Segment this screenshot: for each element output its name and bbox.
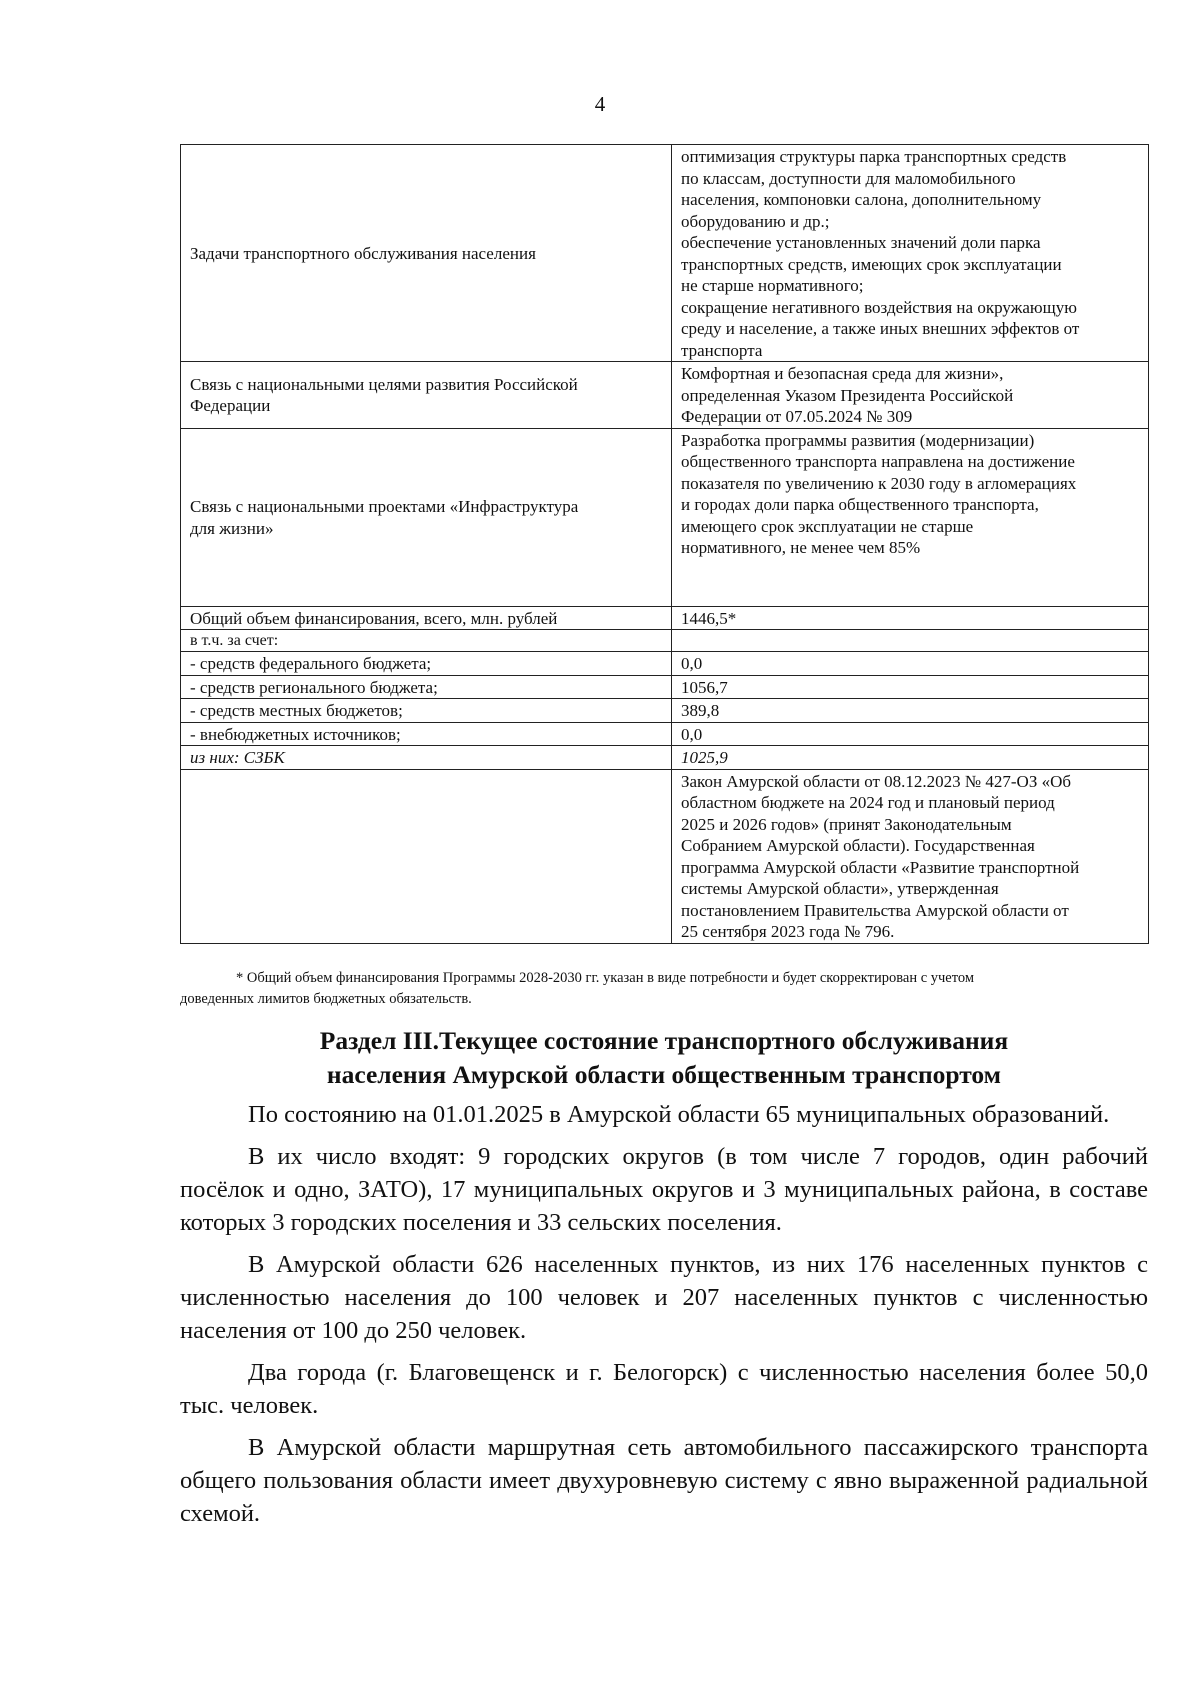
row-value-line: не старше нормативного; — [681, 276, 864, 295]
finance-value: 1446,5* — [672, 606, 1149, 630]
row-value-line: среду и население, а также иных внешних эффектов от — [681, 319, 1080, 338]
row-label-line: Связь с национальными проектами «Инфраструктура — [190, 497, 579, 516]
finance-label: из них: СЗБК — [181, 746, 672, 770]
row-value-national-goals — [672, 362, 1149, 429]
paragraph: В Амурской области маршрутная сеть автомобильного пассажирского транспорта общего пользования области имеет двухуровневую систему с явно выраженной радиальной схемой. — [180, 1434, 1148, 1527]
row-label-line: Связь с национальными целями развития Российской — [190, 374, 578, 394]
row-value-line: транспортных средств, имеющих срок эксплуатации — [681, 254, 1062, 274]
row-label-national-projects — [181, 428, 672, 606]
finance-value: 0,0 — [672, 652, 1149, 676]
page-number: 4 — [594, 92, 606, 116]
finance-row-federal — [181, 652, 1149, 676]
finance-label: - внебюджетных источников; — [181, 722, 672, 746]
row-value-line: показателя по увеличению к 2030 году в агломерациях — [681, 473, 1077, 493]
paragraph: В их число входят: 9 городских округов (в том числе 7 городов, один рабочий посёлок и одно, ЗАТО), 17 муниципальных округов и 3 муниципальных района, в составе которых 3 городских поселения и 33 сельских поселения. — [180, 1143, 1148, 1236]
finance-label: - средств местных бюджетов; — [181, 699, 672, 723]
legal-basis-empty-cell — [181, 769, 672, 943]
row-value-line: обеспечение установленных значений доли парка — [681, 233, 1041, 252]
row-value-line: транспорта — [681, 340, 763, 360]
footnote-line: доведенных лимитов бюджетных обязательств. — [180, 991, 472, 1007]
row-value-line: по классам, доступности для маломобильного — [681, 168, 1016, 188]
law-line: программа Амурской области «Развитие транспортной — [681, 857, 1080, 877]
row-label-national-goals — [181, 362, 672, 429]
table-row-legal-basis — [181, 769, 1149, 943]
finance-label: - средств регионального бюджета; — [181, 675, 672, 699]
law-line: постановлением Правительства Амурской области от — [681, 900, 1069, 920]
section-title — [180, 1024, 1148, 1092]
legal-basis-value — [672, 769, 1149, 943]
paragraph: В Амурской области 626 населенных пунктов, из них 176 населенных пунктов с численностью населения до 100 человек и 207 населенных пунктов с численностью населения от 100 до 250 человек. — [180, 1251, 1148, 1344]
finance-value — [672, 630, 1149, 652]
finance-label: - средств федерального бюджета; — [181, 652, 672, 676]
law-line: 2025 и 2026 годов» (принят Законодательным — [681, 814, 1012, 834]
row-label-line: для жизни» — [190, 518, 274, 538]
finance-value: 389,8 — [672, 699, 1149, 723]
row-value-national-projects — [672, 428, 1149, 606]
law-line: системы Амурской области», утвержденная — [681, 879, 999, 898]
finance-row-including — [181, 630, 1149, 652]
finance-row-local — [181, 699, 1149, 723]
finance-row-extrabudgetary — [181, 722, 1149, 746]
law-line: 25 сентября 2023 года № 796. — [681, 922, 895, 941]
finance-row-regional — [181, 675, 1149, 699]
row-value-line: нормативного, не менее чем 85% — [681, 538, 921, 557]
paragraph: По состоянию на 01.01.2025 в Амурской области 65 муниципальных образований. — [248, 1101, 1110, 1128]
footnote — [180, 968, 1148, 1010]
table-row — [181, 428, 1149, 606]
finance-value: 0,0 — [672, 722, 1149, 746]
row-value-line: оборудованию и др.; — [681, 211, 830, 231]
row-label-tasks — [181, 145, 672, 362]
paragraph: Два города (г. Благовещенск и г. Белогорск) с численностью населения более 50,0 тыс. человек. — [180, 1359, 1148, 1419]
finance-row-total — [181, 606, 1149, 630]
row-value-line: имеющего срок эксплуатации не старше — [681, 516, 974, 536]
section-title-line: Раздел III.Текущее состояние транспортного обслуживания — [319, 1026, 1009, 1055]
row-value-line: определенная Указом Президента Российской — [681, 385, 1014, 405]
finance-value: 1025,9 — [672, 746, 1149, 770]
row-value-line: сокращение негативного воздействия на окружающую — [681, 297, 1077, 317]
program-passport-table — [180, 144, 1149, 944]
finance-value: 1056,7 — [672, 675, 1149, 699]
row-value-line: Комфортная и безопасная среда для жизни», — [681, 364, 1004, 383]
law-line: Закон Амурской области от 08.12.2023 № 427-ОЗ «Об — [681, 771, 1072, 791]
law-line: областном бюджете на 2024 год и плановый период — [681, 793, 1055, 812]
finance-row-szbk — [181, 746, 1149, 770]
row-value-line: и городах доли парка общественного транспорта, — [681, 495, 1039, 514]
row-value-line: общественного транспорта направлена на достижение — [681, 452, 1075, 471]
law-line: Собранием Амурской области). Государственная — [681, 836, 1035, 855]
row-value-tasks — [672, 145, 1149, 362]
table-row — [181, 145, 1149, 362]
row-value-line: Разработка программы развития (модернизации) — [681, 430, 1035, 450]
row-label-line: Федерации — [190, 396, 271, 416]
row-label-line: Задачи транспортного обслуживания населения — [190, 243, 536, 263]
footnote-line: * Общий объем финансирования Программы 2028-2030 гг. указан в виде потребности и будет скорректирован с учетом — [236, 970, 975, 986]
row-value-line: населения, компоновки салона, дополнительному — [681, 190, 1042, 209]
finance-label: Общий объем финансирования, всего, млн. рублей — [181, 606, 672, 630]
body-text — [180, 1098, 1148, 1539]
finance-label: в т.ч. за счет: — [181, 630, 672, 652]
section-title-line: населения Амурской области общественным транспортом — [326, 1060, 1002, 1089]
row-value-line: оптимизация структуры парка транспортных средств — [681, 147, 1067, 166]
row-value-line: Федерации от 07.05.2024 № 309 — [681, 407, 913, 426]
table-row — [181, 362, 1149, 429]
